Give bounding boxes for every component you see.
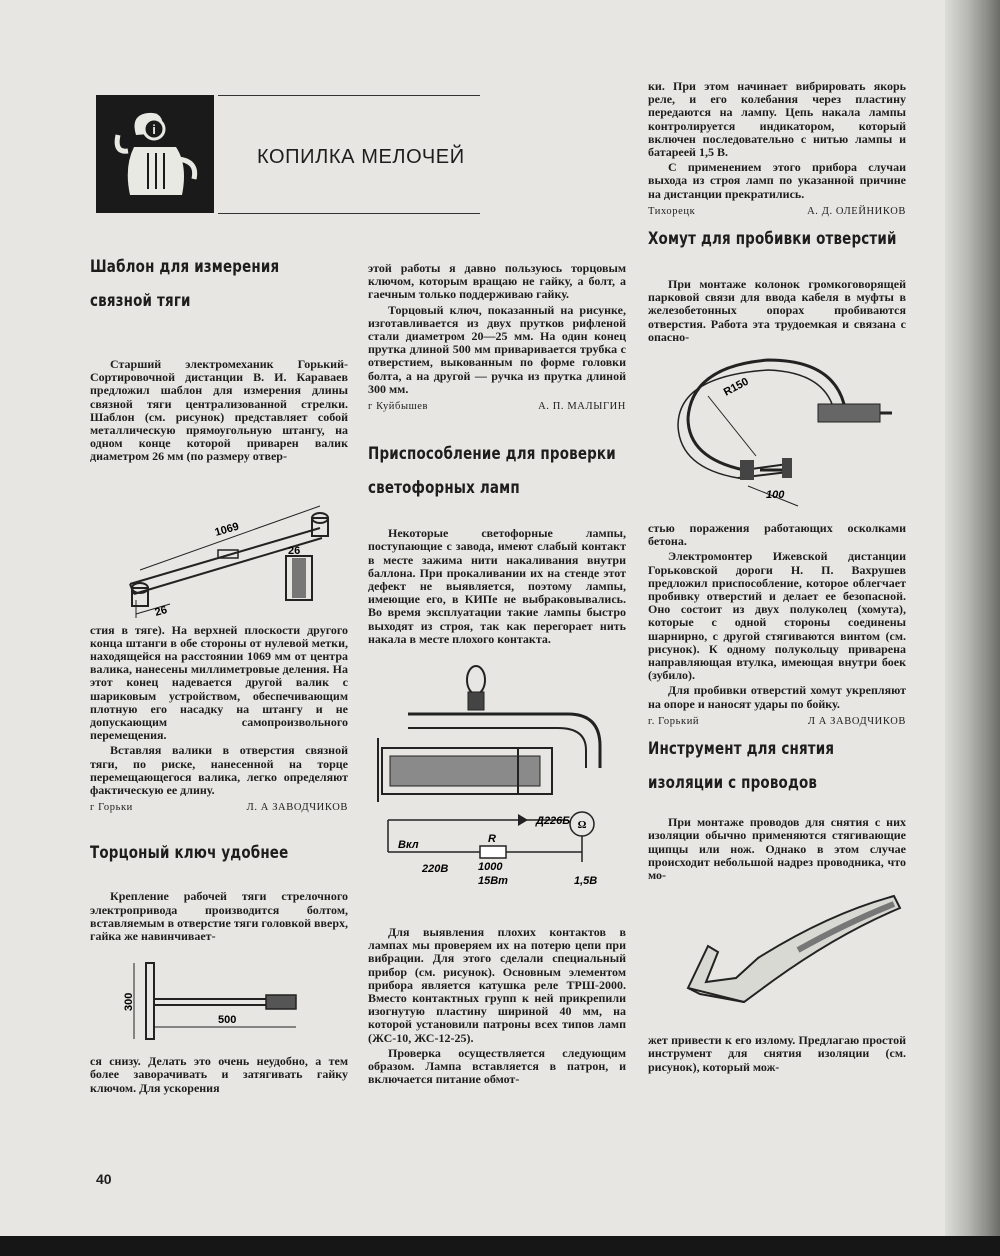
article1-paragraph: Старший электромеханик Горький-Сортировочной дистанции В. И. Караваев предложил шаблон для измерения длины связной тяги централизованной стрелки. Шаблон (см. рисунок) представляет собой металлическую прямоугольную штангу, на одном конце которой приварен валик диаметром 26 мм (по размеру отвер-: [90, 357, 348, 464]
switch-label: Вкл: [398, 839, 419, 852]
clamp-radius-label: R150: [721, 375, 751, 399]
article1-paragraph: стия в тяге). На верхней плоскости другого конца штанги в обе стороны от нулевой метки, находящейся на расстоянии 1069 мм от центра валика, нанесены миллиметровые деления. На этот конец надевается другой валик с шариковым устройством, обеспечивающим плотную его насадку на штангу и не допускающим самопроизвольного перемещения.: [90, 622, 348, 743]
page-edge-shadow: [945, 0, 1000, 1256]
article3-paragraph: ки. При этом начинает вибрировать якорь реле, и его колебания через пластину передаются на лампу. Цепь накала лампы контролируется индикатором, который включен последовательно с нитью лампы и батареей 1,5 В.: [648, 79, 906, 160]
article4-paragraph: стью поражения работающих осколками бетона.: [648, 521, 906, 549]
article3-signature: [648, 205, 906, 218]
article2-paragraph: этой работы я давно пользуюсь торцовым ключом, которым вращаю не гайку, а болт, а гаечным только поддерживаю гайку.: [368, 261, 626, 302]
lamp-tester-figure: [368, 648, 626, 926]
signature-author: Л А ЗАВОДЧИКОВ: [807, 715, 906, 727]
page-number: 40: [96, 1171, 112, 1187]
article4-signature: [648, 715, 906, 728]
article4-title: Хомут для пробивки отверстий: [648, 229, 897, 250]
signature-author: Л. А ЗАВОДЧИКОВ: [246, 802, 348, 814]
signature-city: Тихорецк: [648, 205, 696, 217]
socket-wrench-figure: [90, 945, 348, 1055]
article5-title-line1: Инструмент для снятия: [648, 739, 835, 760]
article3-title-line2: светофорных ламп: [368, 478, 520, 499]
signature-city: г Горьки: [90, 802, 133, 814]
article3-paragraph: С применением этого прибора случаи выхода из строя ламп по указанной причине на дистанции прекратились.: [648, 160, 906, 201]
svg-text:i: i: [152, 122, 156, 137]
stripping-tool-figure: [648, 884, 906, 1034]
article3-paragraph: Для выявления плохих контактов в лампах мы проверяем их на потерю цепи при вибрации. Для этого сделали специальный прибор (см. рисунок). Основным элементом прибора является катушка реле ТРШ-2000. Вместо контактных групп к ней прикрепили изогнутую пластину шириной 40 мм, на которой установили патроны всех типов ламп (ЖС-10, ЖС-12-25).: [368, 925, 626, 1045]
article3-title-line1: Приспособление для проверки: [368, 444, 616, 465]
resistor-label: R: [488, 833, 496, 846]
gauge-length-label: 1069: [213, 520, 241, 539]
article5-paragraph: жет привести к его излому. Предлагаю простой инструмент для снятия изоляции (см. рисунок), который мож-: [648, 1033, 906, 1074]
power-label: 15Вт: [478, 875, 508, 888]
gauge-diameter-label: 26: [153, 603, 169, 619]
article4-paragraph: Электромонтер Ижевской дистанции Горьковской дороги Н. П. Вахрушев предложил приспособление, которое облегчает пробивку отверстий и делает ее безопасной. Оно состоит из двух полуколец (хомута), которые с одной стороны соединены шарнирно, с другой стягиваются винтом (см. рисунок). К одному полукольцу приварена направляющая втулка, имеющая внутри боек (зубило).: [648, 549, 906, 683]
article1-title-line1: Шаблон для измерения: [90, 257, 280, 277]
gauge-template-figure: [90, 466, 348, 624]
article2-paragraph: Торцовый ключ, показанный на рисунке, изготавливается из двух прутков рифленой стали диаметром 20—25 мм. На один конец прутка длиной 500 мм приваривается трубка с отверстием, выкованным по форме головки болта, а на другой — ручка из прутка длиной 300 мм.: [368, 302, 626, 396]
article1-title-line2: связной тяги: [90, 291, 191, 311]
article5-title-line2: изоляции с проводов: [648, 773, 818, 794]
article2-paragraph: ся снизу. Делать это очень неудобно, а тем более заворачивать и затягивать гайку ключом. Для ускорения: [90, 1054, 348, 1095]
wrench-handle-label: 300: [123, 992, 135, 1012]
article3-paragraph: Проверка осуществляется следующим образом. Лампа вставляется в патрон, и включается питание обмот-: [368, 1045, 626, 1087]
article5-paragraph: При монтаже проводов для снятия с них изоляции обычно применяются стягивающие щипцы или нож. Однако в этом случае происходит небольшой надрез проводника, что мо-: [648, 815, 906, 882]
rubric-bottom-rule: [218, 213, 480, 214]
battery-label: 1,5В: [574, 875, 598, 888]
signature-city: г Куйбышев: [368, 401, 429, 413]
article1-paragraph: Вставляя валики в отверстия связной тяги, по риске, нанесенной на торце перемещающегося валика, легко определяют фактическую ее длину.: [90, 743, 348, 798]
column-1: [90, 250, 348, 1097]
wrench-length-label: 500: [218, 1014, 237, 1027]
column-2: [368, 262, 626, 1089]
article2-title: Торцоный ключ удобнее: [90, 843, 289, 864]
column-3: [648, 80, 906, 1076]
rubric-logo: [96, 95, 214, 213]
article2-paragraph: Крепление рабочей тяги стрелочного электропривода производится болтом, вставляемым в отверстие тяги головкой вверх, гайка же навинчивает-: [90, 889, 348, 944]
signature-author: А. Д. ОЛЕЙНИКОВ: [807, 205, 906, 217]
signature-city: г. Горький: [648, 715, 700, 727]
resistance-label: 1000: [478, 861, 503, 874]
roller-diameter-label: 26: [288, 544, 301, 557]
article3-paragraph: Некоторые светофорные лампы, поступающие с завода, имеют слабый контакт в месте зажима нити накаливания внутри баллона. При прокаливании их на стенде этот дефект не выявляется, поэтому лампы, имеющие его, в КИПе не выбраковывались. Во время эксплуатации такие лампы быстро выходят из строя, так как перегорает нить накала в месте плохого контакта.: [368, 526, 626, 646]
signature-author: А. П. МАЛЫГИН: [538, 401, 626, 413]
rubric-title: КОПИЛКА МЕЛОЧЕЙ: [257, 146, 465, 168]
article4-paragraph: При монтаже колонок громкоговорящей парковой связи для ввода кабеля в муфты в железобетонных опорах пробиваются отверстия. Работа эта трудоемкая и связана с опасно-: [648, 277, 906, 344]
rubric-top-rule: [218, 95, 480, 96]
clamp-width-label: 100: [766, 489, 785, 502]
clamp-figure: [648, 346, 906, 522]
article4-paragraph: Для пробивки отверстий хомут укрепляют на опоре и наносят удары по бойку.: [648, 683, 906, 711]
indicator-symbol: Ω: [577, 819, 587, 832]
article2-signature: [368, 400, 626, 413]
page-bottom-edge: [0, 1236, 1000, 1256]
article1-signature: [90, 801, 348, 814]
diode-label: Д226Б: [536, 815, 571, 828]
mains-voltage-label: 220В: [422, 863, 449, 876]
